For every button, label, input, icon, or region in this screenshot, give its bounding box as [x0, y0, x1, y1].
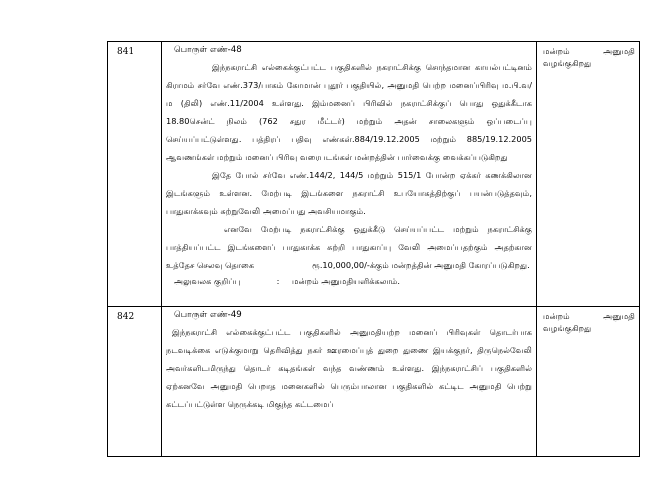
- table-row: [108, 42, 640, 307]
- resolution-word: வழங்குகிறது: [543, 58, 592, 68]
- office-note-text: மன்றம் அனுமதியளிக்கலாம்.: [292, 276, 400, 286]
- cost-request-text: எனவே மேற்படி நகராட்சிக்கு ஒதுக்கீடு செய்யப்பட்ட மற்றும் நகராட்சிக்கு பாத்தியப்பட்ட இடங்களைப் பாதுகாக்க சுற்றி பாதுகாப்பு வேலி அமைப்பதற்கும் அதற்கான உத்தேச செலவு தொகை: [166, 224, 532, 270]
- subject-paragraph: இதே போல் சர்வே எண்.144/2, 144/5 மற்றும் 515/1 போன்ற ஏக்கர் கணக்கிலான இடங்களும் உள்ளன. மேற்படி இடங்களை நகராட்சி உபயோகத்திற்குப் பயன்படுத்தவும், பாதுகாக்கவும் சுற்றுவேலி அமைப்பது அவசியமாகும்.: [166, 170, 532, 216]
- subject-cell: [162, 307, 537, 457]
- resolution-word: அனுமதி: [603, 46, 635, 56]
- resolution-cell: [537, 307, 640, 457]
- resolution-word: மன்றம்: [543, 311, 570, 321]
- subject-paragraph: [166, 220, 532, 274]
- resolution-text: [543, 42, 635, 69]
- resolution-word: அனுமதி: [603, 311, 635, 321]
- item-number-cell: [108, 42, 162, 307]
- item-number: 842: [117, 312, 135, 322]
- table-row: [108, 307, 640, 457]
- resolution-cell: [537, 42, 640, 307]
- resolution-word: வழங்குகிறது: [543, 323, 592, 333]
- subject-heading: பொருள் எண்-49: [174, 310, 242, 320]
- subject-paragraph: இந்நகராட்சி எல்கைக்குட்பட்ட பகுதிகளில் நகராட்சிக்கு சொந்தமான காயல்பட்டினம் கிராமம் சர்வே எண்.373/பாகம் கோமான் புதூர் பகுதியில், அனுமதி பெற்ற மனைப்பிரிவு ம.பி.வ/ம (திலி) எண்.11/2004 உள்ளது. இம்மனைப் பிரிவில் நகராட்சிக்குப் பொது ஒதுக்கீடாக 18.80சென்ட் நிலம் (762 சதுர மீட்டர்) மற்றும் அதன் சாலைகளும் ஒப்படைப்பு செய்யப்பட்டுள்ளது. பத்திரப் பதிவு எண்கள்.884/19.12.2005 மற்றும் 885/19.12.2005 ஆவணங்கள் மற்றும் மனைப் பிரிவு வரைபடங்கள் மன்றத்தின் பார்வைக்கு வைக்கப்படுகிறது: [166, 62, 532, 162]
- office-note-label: அலுவலக குறிப்பு: [174, 276, 241, 286]
- minutes-table: [107, 41, 640, 457]
- item-number: 841: [117, 47, 135, 57]
- subject-cell: [162, 42, 537, 307]
- subject-paragraph: இந்நகராட்சி எல்கைக்குட்பட்ட பகுதிகளில் அனுமதியற்ற மனைப் பிரிவுகள் தொடர்பாக நடவடிக்கை எடுக்குமாறு தெரிவித்து நகர் ஊரமைப்புத் துறை துணை இயக்குநர், திருநெல்வேலி அவர்களிடமிருந்து தொடர் கடிதங்கள் வந்த வண்ணம் உள்ளது. இந்நகராட்சிப் பகுதிகளில் ஏற்கனவே அனுமதி பெறாத மனைகளில் பெரும்பாலான பகுதிகளில் கட்டிட அனுமதி பெற்று கட்டப்பட்டுள்ள நெருக்கடி மிகுந்த கட்டமைப்: [166, 327, 532, 409]
- resolution-word: மன்றம்: [543, 46, 570, 56]
- item-number-cell: [108, 307, 162, 457]
- office-note: [166, 274, 532, 289]
- cost-amount-text: ரூ.10,000,00/-க்கும் மன்றத்தின் அனுமதி கோரப்படுகிறது.: [312, 260, 530, 270]
- office-note-separator: :: [276, 276, 280, 286]
- resolution-text: [543, 307, 635, 334]
- subject-heading: பொருள் எண்-48: [174, 45, 242, 55]
